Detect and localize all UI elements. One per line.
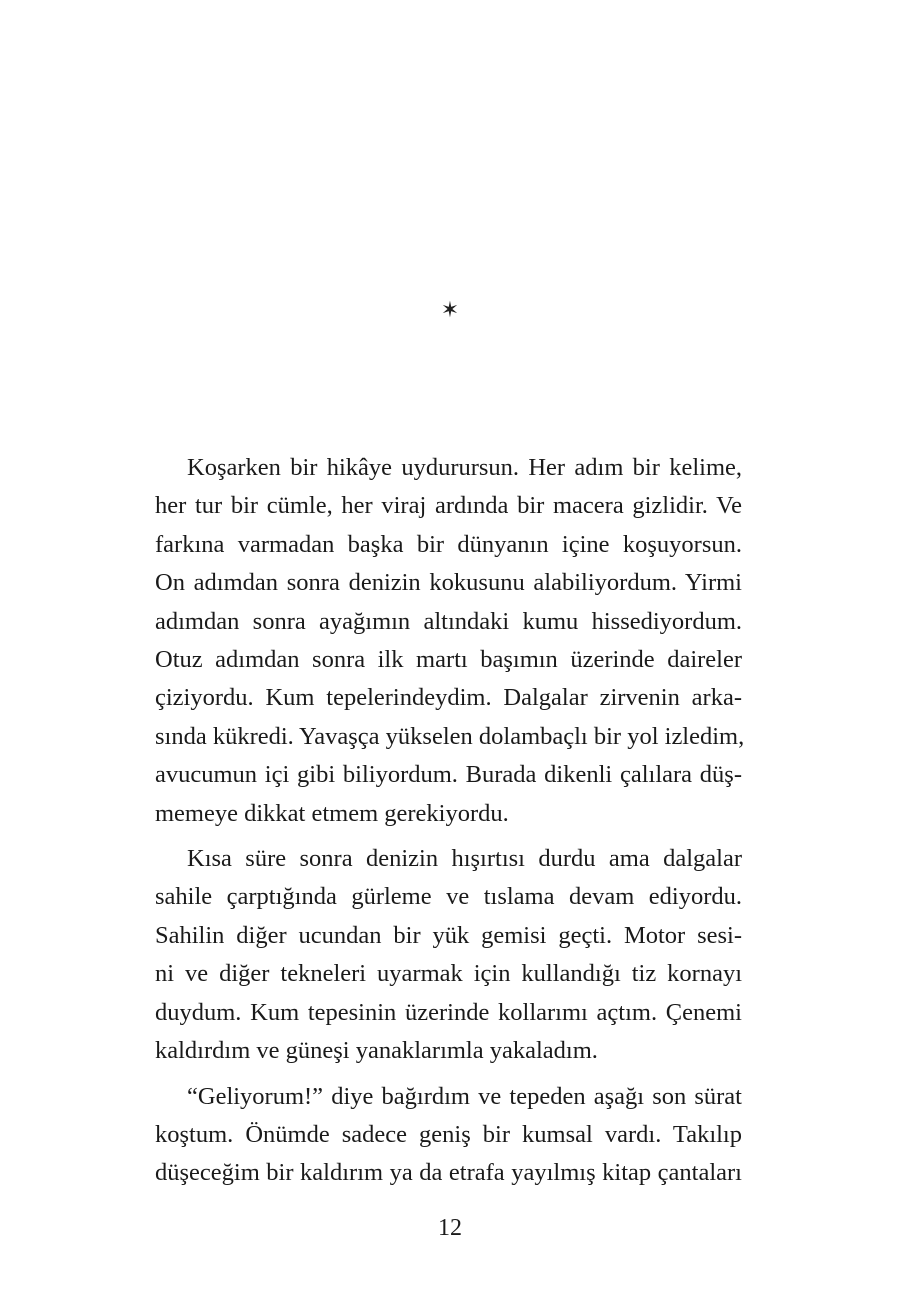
text-line: her tur bir cümle, her viraj ardında bir macera gizlidir. Ve [155,492,742,520]
text-line: kaldırdım ve güneşi yanaklarımla yakaladım. [155,1037,598,1065]
body-text [155,449,745,1200]
text-line: avucumun içi gibi biliyordum. Burada dikenli çalılara düş- [155,761,742,789]
text-line: Sahilin diğer ucundan bir yük gemisi geçti. Motor sesi- [155,921,742,949]
text-line: çiziyordu. Kum tepelerindeydim. Dalgalar zirvenin arka- [155,684,742,712]
text-line: düşeceğim bir kaldırım ya da etrafa yayılmış kitap çantaları [155,1159,742,1187]
text-line: “Geliyorum!” diye bağırdım ve tepeden aşağı son sürat [187,1082,742,1110]
paragraph-1 [155,449,745,833]
page-number: 12 [438,1215,462,1241]
text-line: adımdan sonra ayağımın altındaki kumu hissediyordum. [155,607,742,635]
section-ornament: ✶ [440,298,460,323]
text-line: sahile çarptığında gürleme ve tıslama devam ediyordu. [155,883,742,911]
text-line: sında kükredi. Yavaşça yükselen dolambaçlı bir yol izledim, [155,722,745,750]
text-line: Koşarken bir hikâye uydurursun. Her adım bir kelime, [187,454,742,481]
paragraph-3 [155,1078,742,1193]
text-line: Kısa süre sonra denizin hışırtısı durdu ama dalgalar [187,845,742,873]
text-line: On adımdan sonra denizin kokusunu alabiliyordum. Yirmi [155,569,742,597]
text-line: Otuz adımdan sonra ilk martı başımın üzerinde daireler [155,646,742,674]
text-line: koştum. Önümde sadece geniş bir kumsal vardı. Takılıp [155,1120,742,1148]
paragraph-2 [155,840,742,1070]
text-line: ni ve diğer tekneleri uyarmak için kullandığı tiz kornayı [155,960,742,988]
text-line: memeye dikkat etmem gerekiyordu. [155,799,509,827]
text-line: farkına varmadan başka bir dünyanın içine koşuyorsun. [155,530,742,558]
text-line: duydum. Kum tepesinin üzerinde kollarımı açtım. Çenemi [155,998,742,1026]
